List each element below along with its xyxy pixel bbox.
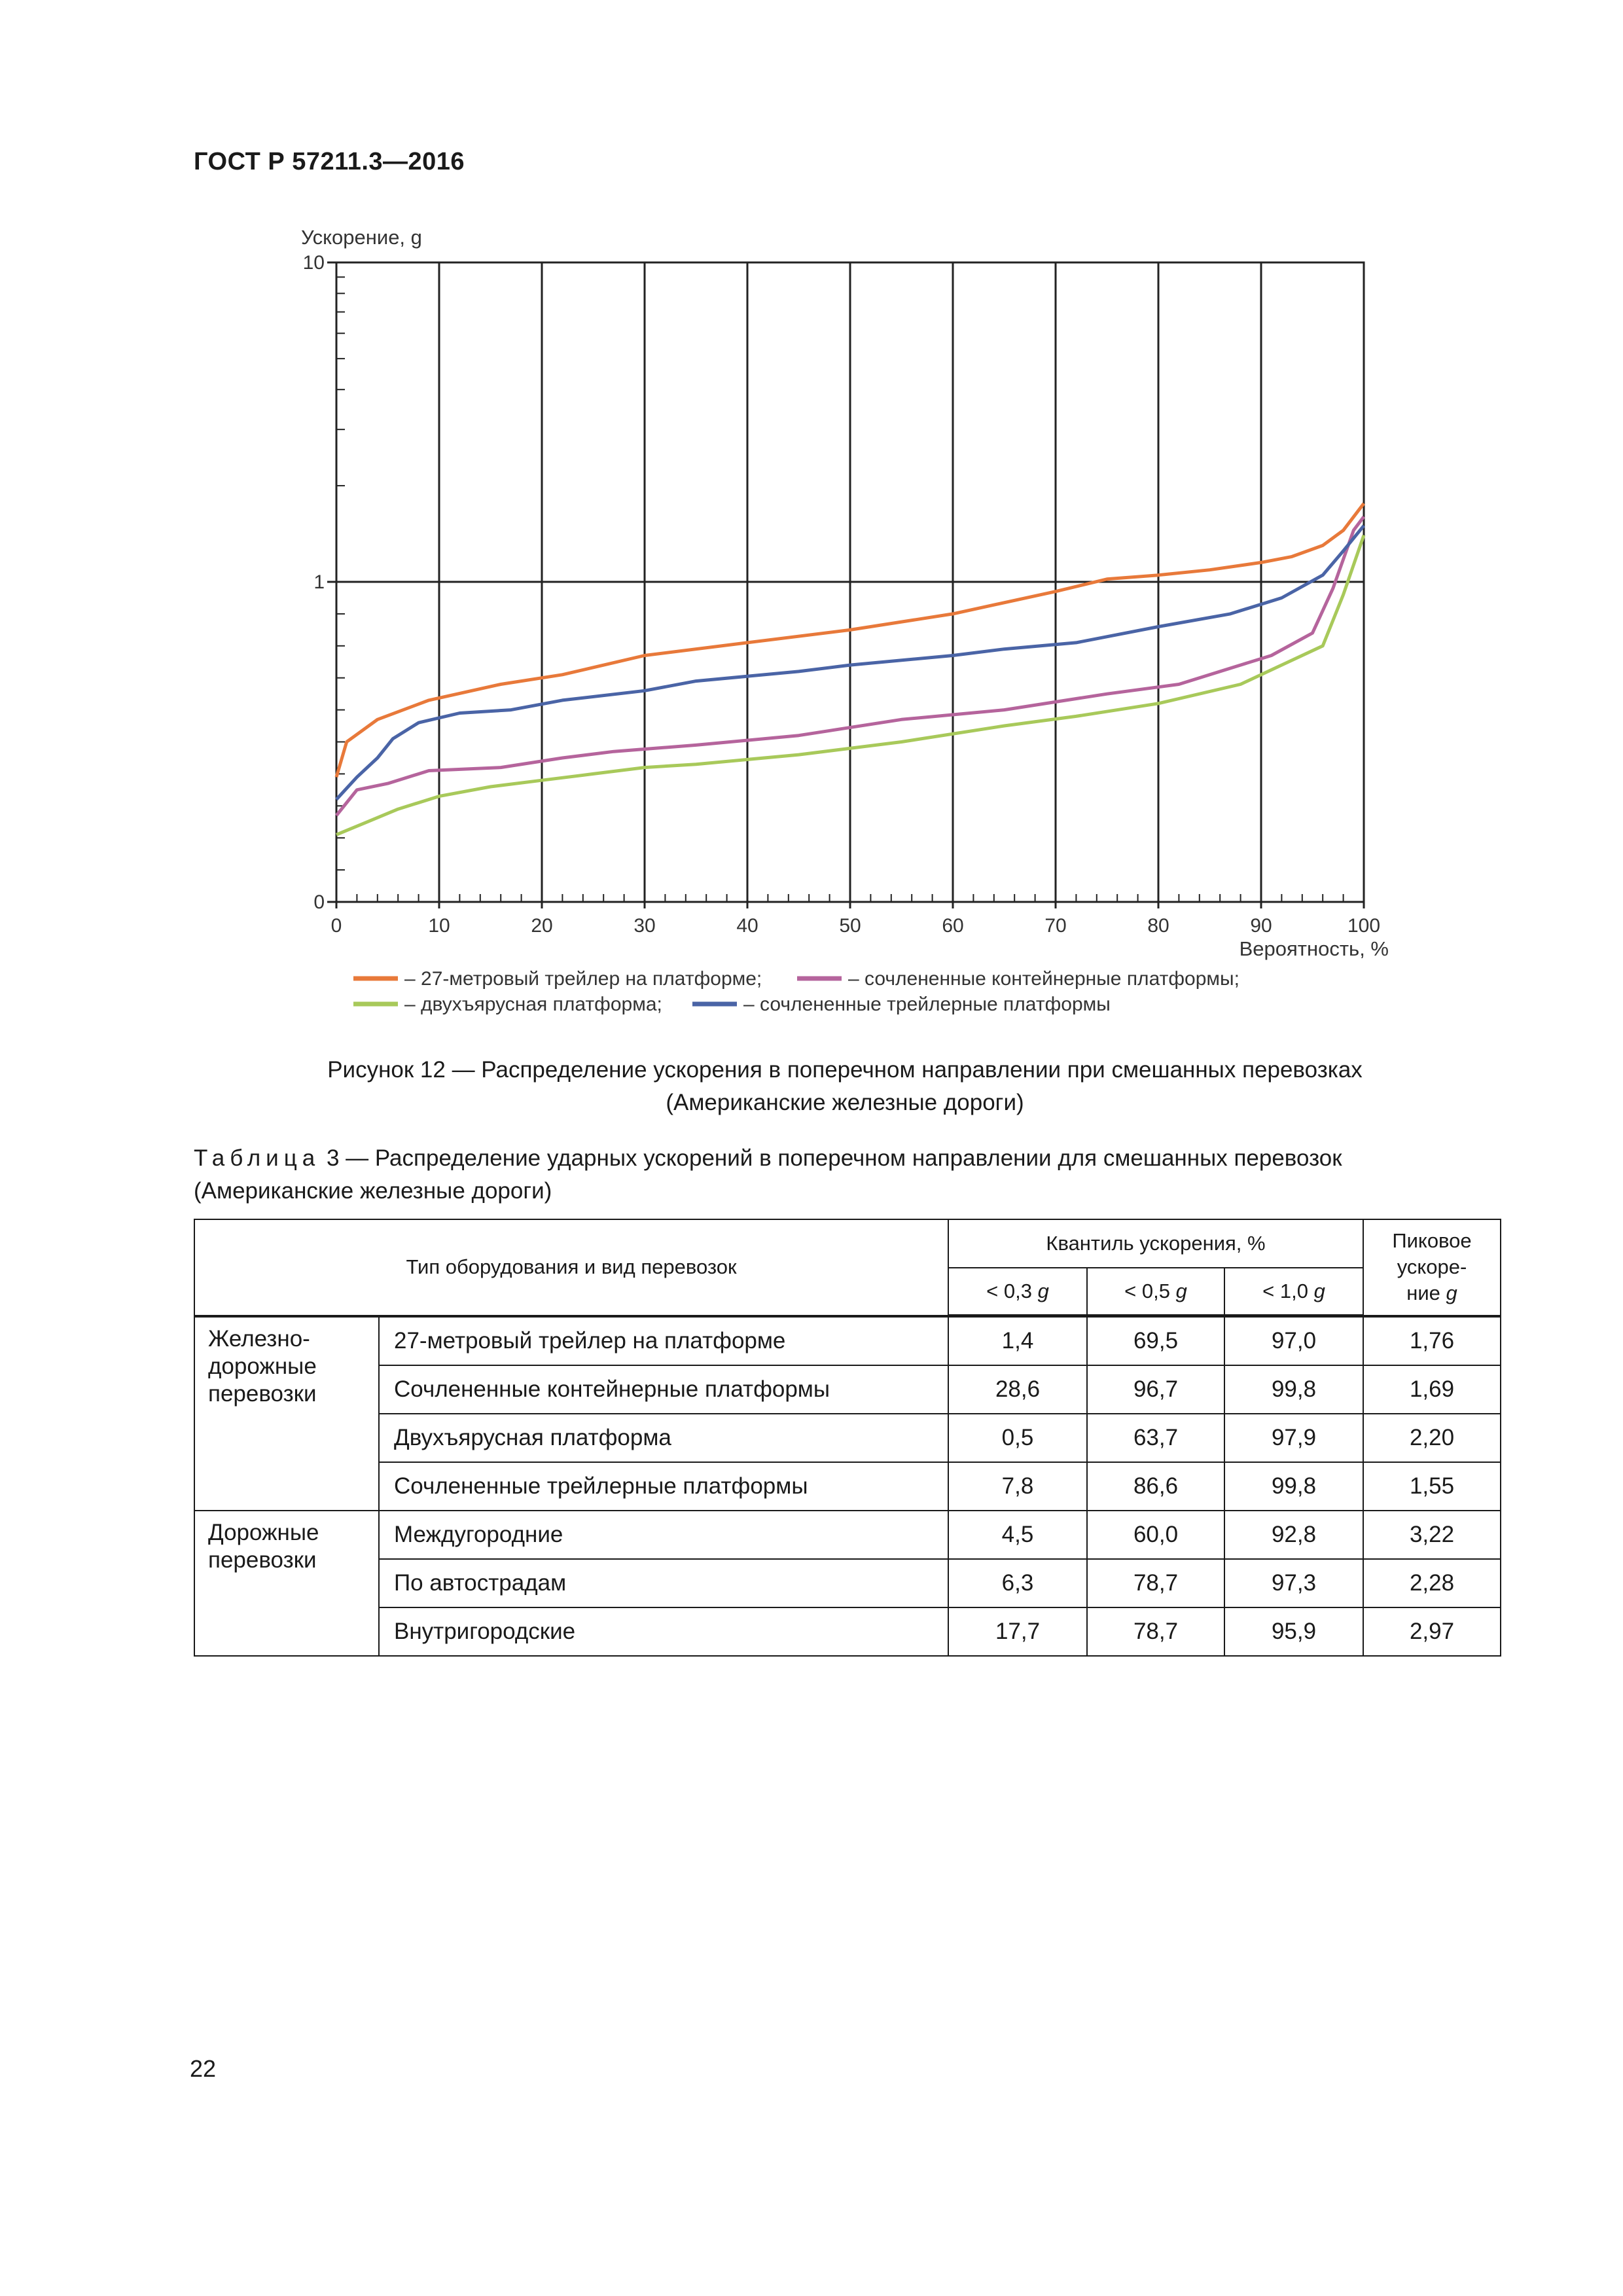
x-tick-label: 0 — [330, 915, 342, 937]
row-peak: 1,69 — [1363, 1365, 1501, 1414]
acceleration-chart — [0, 0, 1623, 1047]
page-number: 22 — [190, 2055, 217, 2082]
row-q10: 99,8 — [1224, 1365, 1363, 1414]
header-peak-line1: Пиковое — [1392, 1229, 1472, 1253]
x-tick-label: 10 — [428, 915, 450, 937]
row-name: Сочлененные контейнерные платформы — [379, 1365, 948, 1414]
x-tick-label: 70 — [1044, 915, 1067, 937]
document-header: ГОСТ Р 57211.3—2016 — [194, 148, 465, 175]
y-tick-label: 10 — [302, 252, 325, 274]
x-tick-label: 80 — [1147, 915, 1169, 937]
table-title-text: 3 — Распределение ударных ускорений в поперечном направлении для смешанных перевозок (Американские железные дороги) — [194, 1145, 1342, 1204]
row-peak: 2,97 — [1363, 1607, 1501, 1656]
x-tick-label: 100 — [1347, 915, 1381, 937]
row-q05: 69,5 — [1087, 1316, 1224, 1366]
row-name: Двухъярусная платформа — [379, 1414, 948, 1462]
row-peak: 3,22 — [1363, 1511, 1501, 1559]
row-name: По автострадам — [379, 1559, 948, 1607]
row-q10: 92,8 — [1224, 1511, 1363, 1559]
legend-label: – 27-метровый трейлер на платформе; — [404, 968, 762, 990]
row-q03: 6,3 — [948, 1559, 1087, 1607]
table-title-label: Таблица — [194, 1145, 321, 1171]
row-q05: 60,0 — [1087, 1511, 1224, 1559]
legend-label: – сочлененные трейлерные платформы — [743, 994, 1111, 1015]
row-peak: 1,76 — [1363, 1316, 1501, 1366]
figure-caption-line1: Рисунок 12 — Распределение ускорения в поперечном направлении при смешанных перевозках — [327, 1057, 1363, 1083]
row-q05: 78,7 — [1087, 1607, 1224, 1656]
table-row — [194, 1607, 1501, 1656]
figure-caption-line2: (Американские железные дороги) — [666, 1090, 1024, 1115]
group-rail: Железно- дорожные перевозки — [194, 1316, 379, 1511]
table-row — [194, 1559, 1501, 1607]
table-title — [194, 1142, 1496, 1208]
row-name: Междугородние — [379, 1511, 948, 1559]
header-quantile: Квантиль ускорения, % — [948, 1219, 1363, 1268]
unit-g: g — [1446, 1282, 1457, 1305]
unit-g: g — [1313, 1280, 1325, 1302]
row-peak: 2,20 — [1363, 1414, 1501, 1462]
row-q03: 28,6 — [948, 1365, 1087, 1414]
x-tick-label: 90 — [1250, 915, 1272, 937]
unit-g: g — [1175, 1280, 1187, 1302]
row-name: Внутригородские — [379, 1607, 948, 1656]
row-q10: 97,9 — [1224, 1414, 1363, 1462]
header-q05 — [1087, 1268, 1224, 1316]
table-row — [194, 1316, 1501, 1366]
header-q03 — [948, 1268, 1087, 1316]
x-tick-label: 20 — [531, 915, 553, 937]
y-tick-label: 0 — [313, 891, 325, 913]
row-q10: 95,9 — [1224, 1607, 1363, 1656]
legend-label: – сочлененные контейнерные платформы; — [848, 968, 1240, 990]
figure-caption — [194, 1054, 1496, 1119]
row-q05: 78,7 — [1087, 1559, 1224, 1607]
row-q03: 1,4 — [948, 1316, 1087, 1366]
unit-g: g — [1037, 1280, 1049, 1302]
row-name: 27-метровый трейлер на платформе — [379, 1316, 948, 1366]
x-tick-label: 30 — [633, 915, 656, 937]
row-name: Сочлененные трейлерные платформы — [379, 1462, 948, 1511]
row-q05: 96,7 — [1087, 1365, 1224, 1414]
row-q10: 97,0 — [1224, 1316, 1363, 1366]
row-q03: 7,8 — [948, 1462, 1087, 1511]
row-peak: 2,28 — [1363, 1559, 1501, 1607]
header-q05-label: < 0,5 — [1124, 1280, 1170, 1302]
header-peak-line3: ние — [1406, 1282, 1440, 1305]
table-row — [194, 1414, 1501, 1462]
header-equipment-type: Тип оборудования и вид перевозок — [194, 1219, 948, 1316]
row-q05: 63,7 — [1087, 1414, 1224, 1462]
row-peak: 1,55 — [1363, 1462, 1501, 1511]
row-q05: 86,6 — [1087, 1462, 1224, 1511]
y-tick-label: 1 — [313, 571, 325, 593]
x-tick-label: 60 — [942, 915, 964, 937]
header-q10 — [1224, 1268, 1363, 1316]
header-q03-label: < 0,3 — [986, 1280, 1032, 1302]
group-road: Дорожные перевозки — [194, 1511, 379, 1656]
table-row — [194, 1511, 1501, 1559]
acceleration-table — [194, 1219, 1501, 1657]
x-axis-title: Вероятность, % — [1239, 937, 1389, 960]
header-peak-line2: ускоре- — [1397, 1255, 1467, 1279]
x-tick-label: 40 — [736, 915, 758, 937]
legend-label: – двухъярусная платформа; — [404, 994, 662, 1015]
row-q03: 4,5 — [948, 1511, 1087, 1559]
header-q10-label: < 1,0 — [1262, 1280, 1308, 1302]
table-row — [194, 1462, 1501, 1511]
x-tick-label: 50 — [839, 915, 861, 937]
row-q10: 99,8 — [1224, 1462, 1363, 1511]
header-peak — [1363, 1219, 1501, 1316]
row-q03: 0,5 — [948, 1414, 1087, 1462]
row-q10: 97,3 — [1224, 1559, 1363, 1607]
row-q03: 17,7 — [948, 1607, 1087, 1656]
y-axis-title: Ускорение, g — [301, 226, 422, 249]
table-row — [194, 1365, 1501, 1414]
